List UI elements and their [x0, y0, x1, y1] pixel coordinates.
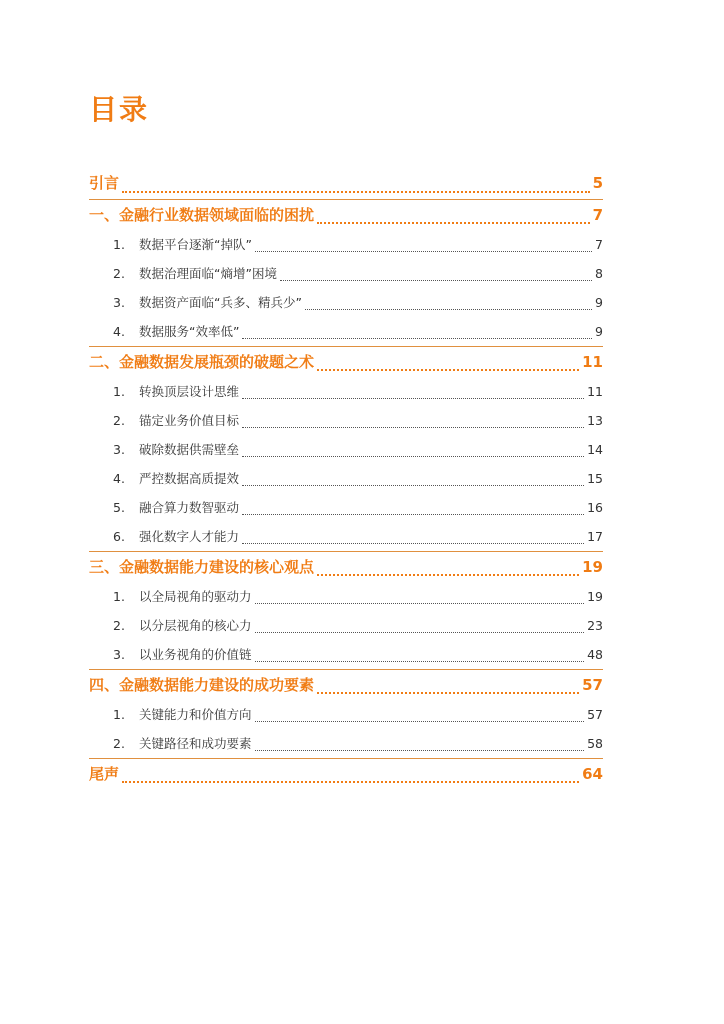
toc-entry-number: 2. — [113, 618, 125, 633]
toc-entry-2-4[interactable] — [89, 464, 603, 493]
toc-entry-number: 2. — [113, 266, 125, 281]
toc-page-number: 15 — [587, 471, 603, 486]
toc-entry-chapter-3[interactable] — [89, 551, 603, 582]
toc-entry-label: 数据平台逐渐“掉队” — [139, 237, 252, 252]
toc-entry-number: 3. — [113, 442, 125, 457]
toc-page-number: 58 — [587, 736, 603, 751]
toc-page-number: 16 — [587, 500, 603, 515]
toc-entry-number: 1. — [113, 589, 125, 604]
toc-entry-1-4[interactable] — [89, 317, 603, 346]
toc-entry-2-5[interactable] — [89, 493, 603, 522]
toc-entry-epilogue[interactable] — [89, 758, 603, 789]
toc-page-number: 9 — [595, 324, 603, 339]
dot-leader — [242, 543, 584, 544]
toc-entry-1-1[interactable] — [89, 230, 603, 259]
toc-page-number: 7 — [592, 206, 603, 224]
toc-entry-number: 5. — [113, 500, 125, 515]
toc-entry-label: 破除数据供需壁垒 — [139, 442, 240, 457]
dot-leader — [305, 309, 592, 310]
toc-page-number: 57 — [582, 676, 603, 694]
toc-entry-label: 以业务视角的价值链 — [139, 647, 252, 662]
dot-leader — [255, 603, 585, 604]
toc-entry-label: 严控数据高质提效 — [139, 471, 240, 486]
toc-entry-chapter-4[interactable] — [89, 669, 603, 700]
dot-leader — [255, 721, 585, 722]
toc-entry-label: 关键能力和价值方向 — [139, 707, 252, 722]
dot-leader — [317, 222, 590, 224]
dot-leader — [255, 661, 585, 662]
toc-entry-label: 强化数字人才能力 — [139, 529, 240, 544]
dot-leader — [255, 750, 585, 751]
toc-page-number: 19 — [587, 589, 603, 604]
toc-page-number: 11 — [582, 353, 603, 371]
toc-entry-chapter-1[interactable] — [89, 199, 603, 230]
toc-entry-label: 尾声 — [89, 765, 120, 783]
toc-entry-number: 1. — [113, 237, 125, 252]
toc-entry-label: 锚定业务价值目标 — [139, 413, 240, 428]
toc-entry-label: 数据治理面临“熵增”困境 — [139, 266, 277, 281]
toc-page-number: 7 — [595, 237, 603, 252]
dot-leader — [255, 632, 585, 633]
toc-page-number: 13 — [587, 413, 603, 428]
toc-page-number: 57 — [587, 707, 603, 722]
toc-page-number: 14 — [587, 442, 603, 457]
toc-entry-3-2[interactable] — [89, 611, 603, 640]
toc-page-number: 19 — [582, 558, 603, 576]
toc-entry-label: 引言 — [89, 174, 120, 192]
toc-entry-number: 1. — [113, 384, 125, 399]
toc-entry-number: 2. — [113, 413, 125, 428]
dot-leader — [242, 514, 584, 515]
toc-page-number: 9 — [595, 295, 603, 310]
toc-entry-label: 四、金融数据能力建设的成功要素 — [89, 676, 315, 694]
toc-entry-4-2[interactable] — [89, 729, 603, 758]
toc-entry-4-1[interactable] — [89, 700, 603, 729]
dot-leader — [255, 251, 592, 252]
dot-leader — [242, 398, 584, 399]
toc-page-number: 17 — [587, 529, 603, 544]
toc-entry-number: 2. — [113, 736, 125, 751]
toc-entry-2-6[interactable] — [89, 522, 603, 551]
toc-entry-3-1[interactable] — [89, 582, 603, 611]
toc-entry-label: 以分层视角的核心力 — [139, 618, 252, 633]
toc-entry-3-3[interactable] — [89, 640, 603, 669]
toc-entry-intro[interactable] — [89, 168, 603, 199]
toc-entry-number: 4. — [113, 471, 125, 486]
toc-entry-label: 一、金融行业数据领域面临的困扰 — [89, 206, 315, 224]
dot-leader — [317, 574, 579, 576]
toc-entry-label: 关键路径和成功要素 — [139, 736, 252, 751]
toc-page-number: 5 — [592, 174, 603, 192]
toc-entry-label: 数据服务“效率低” — [139, 324, 240, 339]
dot-leader — [242, 427, 584, 428]
toc-page-number: 64 — [582, 765, 603, 783]
dot-leader — [242, 456, 584, 457]
dot-leader — [317, 692, 579, 694]
toc-entry-label: 转换顶层设计思维 — [139, 384, 240, 399]
toc-entry-1-3[interactable] — [89, 288, 603, 317]
dot-leader — [122, 781, 579, 783]
toc-entry-number: 3. — [113, 647, 125, 662]
toc-entry-label: 三、金融数据能力建设的核心观点 — [89, 558, 315, 576]
dot-leader — [242, 485, 584, 486]
toc-entry-label: 二、金融数据发展瓶颈的破题之术 — [89, 353, 315, 371]
toc-entry-number: 3. — [113, 295, 125, 310]
toc-page-number: 48 — [587, 647, 603, 662]
dot-leader — [317, 369, 579, 371]
toc-entry-number: 1. — [113, 707, 125, 722]
page-title: 目录 — [89, 93, 150, 126]
toc-entry-label: 以全局视角的驱动力 — [139, 589, 252, 604]
toc-page-number: 8 — [595, 266, 603, 281]
toc-entry-2-3[interactable] — [89, 435, 603, 464]
toc-entry-label: 数据资产面临“兵多、精兵少” — [139, 295, 302, 310]
toc-entry-label: 融合算力数智驱动 — [139, 500, 240, 515]
dot-leader — [280, 280, 592, 281]
table-of-contents — [89, 168, 603, 789]
toc-entry-number: 6. — [113, 529, 125, 544]
toc-entry-chapter-2[interactable] — [89, 346, 603, 377]
dot-leader — [122, 191, 590, 193]
toc-entry-2-2[interactable] — [89, 406, 603, 435]
toc-page-number: 11 — [587, 384, 603, 399]
toc-page-number: 23 — [587, 618, 603, 633]
toc-entry-2-1[interactable] — [89, 377, 603, 406]
toc-entry-1-2[interactable] — [89, 259, 603, 288]
dot-leader — [242, 338, 592, 339]
toc-entry-number: 4. — [113, 324, 125, 339]
